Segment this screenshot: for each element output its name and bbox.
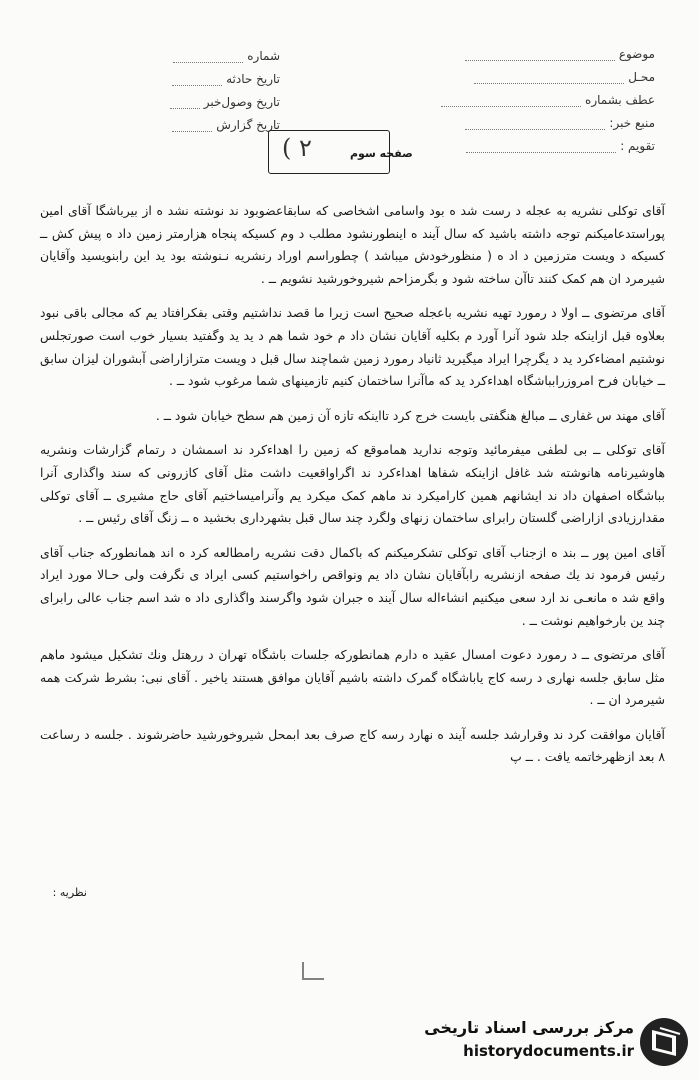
field-line <box>172 84 222 86</box>
header-left-fields <box>150 40 280 132</box>
watermark-org-name: مرکز بررسی اسناد تاریخی <box>424 1018 634 1037</box>
field-label: تاریخ حادثه <box>226 72 280 86</box>
field-reference <box>415 84 655 107</box>
paragraph: آقای توکلی نشریه به عجله د رست شد ه بود واسامی اشخاصی که سابقاعضوبود ند نوشته نشد ه از بیرباشگا آقای امین پوراستدعامیکنم توجه داشته باشید که سال آیند ه اینطورنشود مطلب د وم کسیکه پنجاه هزارمتر زمین داد ه پیش کش ــ کسیکه د ویست مترزمین د اد ه ( منظورخودش میباشد ) چطوراسم اوراد رنشریه نـنوشته بود ید این رابنویسید وآقایان شیرمرد ان هم کمک کنند تاآن ساخته شود و بگرمزاحم شیروخورشید نشویم ــ . <box>40 203 665 286</box>
paragraph: آقایان موافقت کرد ند وقرارشد جلسه آیند ه نهارد رسه کاج صرف بعد ابمحل شیروخورشید حاضرشوند . جلسه د رساعت ۸ بعد ازظهرخاتمه یافت . ــ پ <box>40 726 665 765</box>
field-label: تقویم : <box>620 139 655 153</box>
field-line <box>465 128 605 130</box>
field-label: شماره <box>247 49 280 63</box>
field-number <box>150 40 280 63</box>
field-label: تاریخ گزارش <box>216 118 280 132</box>
field-place <box>415 61 655 84</box>
field-label: تاریخ وصول‌خبر <box>203 95 280 109</box>
field-report-date <box>150 109 280 132</box>
archive-logo-icon <box>638 1016 690 1068</box>
field-label: موضوع <box>618 47 655 61</box>
page-stamp-label: صفحه سوم <box>350 147 413 160</box>
paragraph: آقای مرتضوی ــ اولا د رمورد تهیه نشریه باعجله صحیح است زیرا ما قصد نداشتیم وقتی بفکرافتاد یم که مجالی باقی نبود بعلاوه قبل ازاینکه جلد شود آنرا آورد م بکلیه آقایان نشان داد م خود شما هم د ید ید وگفتید بسیار خوب است صورتجلس نوشتیم امضاءکرد ید د یگرچرا ایراد میگیرید ثانیاد رمورد زمین شماچند سال قبل د ویست مترازاراضی آبشوران لیزان سابق ــ خیابان فرح امروزرابباشگاه اهداءکرد ید که ماآنرا ساختمان کنیم تازمینهای شما مرغوب شود ــ . <box>40 305 665 389</box>
field-line <box>474 82 624 84</box>
page-stamp-number: ( ۲ <box>282 134 312 162</box>
paragraph: آقای مرتضوی ــ د رمورد دعوت امسال عقید ه دارم همانطورکه جلسات باشگاه تهران د ررهتل ونك تشکیل میشود ماهم مثل سابق جلسه نهاری د رسه کاج یاباشگاه گمرک داشته باشیم آقایان موافق هستند یاخیر . آقای نبی: بشرط شرکت همه شیرمرد ان ــ . <box>40 647 665 708</box>
field-line <box>466 151 616 153</box>
field-evaluation <box>415 130 655 153</box>
paragraph: آقای مهند س غفاری ــ مبالغ هنگفتی بایست خرج کرد تااینکه تازه آن زمین هم سطح خیابان شود ــ . <box>155 407 665 423</box>
paragraph: آقای توکلی ــ بی لطفی میفرمائید وتوجه ندارید هماموقع که زمین را اهداءکرد ند اسمشان د رتمام گزارشات ونشریه هاوشیرنامه هانوشته شد غافل ازاینکه شفاها اهداءکرد ند اگراواقعیت داشت مثل آقای کازرونی که سند واگذاری آنرا بباشگاه اصفهان داد ند ایشانهم همین کارامیکرد ند ماهم کمک میکرد یم وآنرامیساختیم آقای حاج مشیری ــ آقای توکلی مقدارزیادی ازاراضی گلستان رابرای ساختمان زنهای ولگرد چند سال قبل بشهرداری بخشید ه ــ زنگ آقای رئیس ــ . <box>40 442 665 526</box>
field-line <box>173 61 243 63</box>
field-incident-date <box>150 63 280 86</box>
header-right-fields <box>415 38 655 153</box>
field-line <box>441 105 581 107</box>
watermark-logo <box>414 1012 696 1074</box>
field-line <box>170 107 200 109</box>
bottom-scan-mark <box>302 962 324 980</box>
field-source <box>415 107 655 130</box>
field-line <box>465 59 615 61</box>
field-subject <box>415 38 655 61</box>
field-receipt-date <box>150 86 280 109</box>
paragraph: آقای امین پور ــ بند ه ازجناب آقای توکلی تشکرمیکنم که باکمال دقت نشریه رامطالعه کرد ه اند همانطورکه جناب آقای رئیس فرمود ند یك صفحه ازنشریه رابآقایان نشان داد یم ونواقص راخواستیم کسی ایراد ی نگرفت ولی حـالا مورد ایراد واقع شد ه مانعـی ند ارد سعی میکنیم انشاءاله سال آیند ه جبران شود واگرسند واگذاری داد ه شد اسم جناب عالی رابرای چند ین بارخواهیم نوشت ــ . <box>40 544 665 628</box>
watermark-url: historydocuments.ir <box>463 1042 634 1060</box>
field-label: منبع خبر: <box>609 116 655 130</box>
field-label: عطف بشماره <box>585 93 655 107</box>
document-body <box>40 200 665 769</box>
field-line <box>172 130 212 132</box>
field-label: محـل <box>628 70 655 84</box>
margin-note: نظریه : <box>52 886 87 899</box>
